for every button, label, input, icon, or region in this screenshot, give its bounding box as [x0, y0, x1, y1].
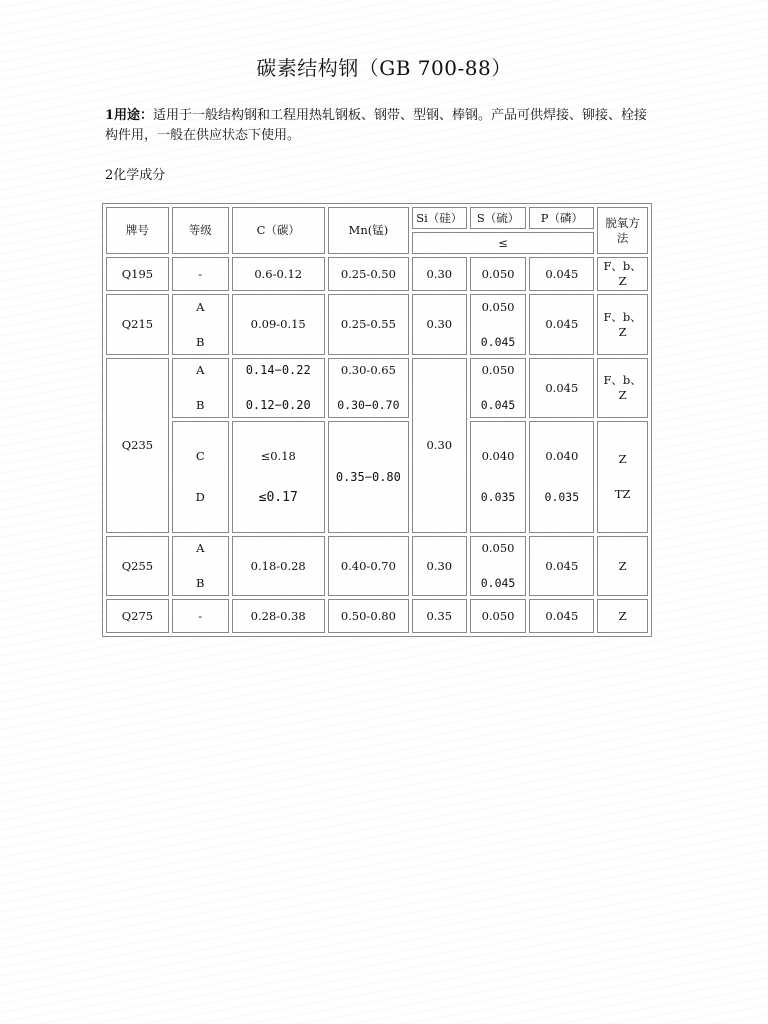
cell-carbon-d: ≤0.17 — [258, 490, 298, 505]
cell-manganese: 0.35−0.80 — [328, 421, 409, 533]
cell-sulfur-d: 0.035 — [480, 490, 516, 504]
cell-level-c: C — [195, 449, 205, 463]
section-chemical-composition: 2化学成分 — [105, 168, 166, 183]
header-max-symbol: ≤ — [412, 232, 594, 254]
header-level: 等级 — [172, 207, 229, 254]
cell-sulfur-a: 0.050 — [481, 363, 515, 377]
cell-grade: Q275 — [106, 599, 169, 633]
cell-phosphorus-c: 0.040 — [545, 449, 579, 463]
cell-manganese-a: 0.30-0.65 — [340, 363, 396, 377]
cell-level-a: A — [196, 299, 205, 314]
cell-level-group — [172, 358, 229, 418]
cell-carbon: 0.6-0.12 — [232, 257, 325, 291]
usage-paragraph — [105, 106, 650, 146]
cell-sulfur-b: 0.045 — [480, 398, 516, 412]
cell-deoxidation-d: TZ — [614, 487, 631, 501]
table-row-q275 — [106, 599, 648, 633]
header-silicon: Si（硅） — [412, 207, 467, 229]
cell-silicon: 0.30 — [412, 294, 467, 355]
cell-sulfur-group — [470, 294, 527, 355]
cell-deoxidation: F、b、Z — [597, 358, 648, 418]
cell-sulfur-c: 0.040 — [481, 449, 515, 463]
cell-carbon-c: ≤0.18 — [260, 449, 296, 463]
header-manganese: Mn(锰) — [328, 207, 409, 254]
cell-silicon: 0.30 — [412, 257, 467, 291]
cell-grade: Q215 — [106, 294, 169, 355]
cell-level-a: A — [196, 363, 205, 377]
cell-manganese: 0.50-0.80 — [328, 599, 409, 633]
cell-sulfur-b: 0.045 — [480, 576, 516, 590]
cell-phosphorus: 0.045 — [529, 358, 594, 418]
cell-level-group — [172, 421, 229, 533]
header-row — [106, 207, 648, 229]
cell-deoxidation-group — [597, 421, 648, 533]
usage-text: 适用于一般结构钢和工程用热轧钢板、钢带、型钢、棒钢。产品可供焊接、铆接、栓接构件用，一般在供应状态下使用。 — [105, 108, 648, 143]
cell-sulfur-group — [470, 358, 527, 418]
cell-phosphorus: 0.045 — [529, 599, 594, 633]
table-row-q235-cd — [106, 421, 648, 533]
cell-manganese-group — [328, 358, 409, 418]
cell-deoxidation: F、b、Z — [597, 257, 648, 291]
header-sulfur: S（硫） — [470, 207, 527, 229]
cell-manganese: 0.25-0.55 — [328, 294, 409, 355]
cell-carbon-group — [232, 421, 325, 533]
cell-deoxidation: F、b、Z — [597, 294, 648, 355]
cell-manganese: 0.25-0.50 — [328, 257, 409, 291]
cell-level-b: B — [195, 576, 205, 590]
cell-phosphorus: 0.045 — [529, 257, 594, 291]
cell-phosphorus: 0.045 — [529, 294, 594, 355]
cell-manganese: 0.40-0.70 — [328, 536, 409, 596]
cell-silicon: 0.35 — [412, 599, 467, 633]
page-title: 碳素结构钢（GB 700-88） — [256, 56, 512, 80]
cell-carbon-b: 0.12−0.20 — [245, 398, 311, 412]
cell-deoxidation: Z — [597, 536, 648, 596]
cell-level-b: B — [195, 334, 205, 349]
cell-carbon: 0.18-0.28 — [232, 536, 325, 596]
cell-level-group — [172, 294, 229, 355]
usage-lead: 1用途： — [105, 108, 154, 123]
table-row-q215 — [106, 294, 648, 355]
header-grade: 牌号 — [106, 207, 169, 254]
header-carbon: C（碳） — [232, 207, 325, 254]
cell-grade: Q235 — [106, 358, 169, 533]
cell-deoxidation: Z — [597, 599, 648, 633]
cell-sulfur-b: 0.045 — [480, 334, 516, 349]
cell-level: - — [172, 599, 229, 633]
cell-phosphorus-d: 0.035 — [544, 490, 580, 504]
cell-sulfur-group — [470, 421, 527, 533]
cell-phosphorus: 0.045 — [529, 536, 594, 596]
cell-silicon: 0.30 — [412, 358, 467, 533]
cell-sulfur: 0.050 — [470, 599, 527, 633]
table-row-q195 — [106, 257, 648, 291]
cell-deoxidation-c: Z — [618, 452, 627, 466]
cell-level-group — [172, 536, 229, 596]
cell-sulfur-a: 0.050 — [481, 541, 515, 555]
cell-carbon-a: 0.14−0.22 — [245, 363, 311, 377]
header-deoxidation: 脱氧方法 — [597, 207, 648, 254]
cell-sulfur-a: 0.050 — [481, 299, 515, 314]
cell-level: - — [172, 257, 229, 291]
header-phosphorus: P（磷） — [529, 207, 594, 229]
cell-grade: Q255 — [106, 536, 169, 596]
cell-level-d: D — [195, 490, 205, 504]
cell-silicon: 0.30 — [412, 536, 467, 596]
cell-phosphorus-group — [529, 421, 594, 533]
chemical-composition-table — [102, 203, 652, 637]
cell-sulfur-group — [470, 536, 527, 596]
cell-carbon-group — [232, 358, 325, 418]
cell-carbon: 0.09-0.15 — [232, 294, 325, 355]
cell-level-a: A — [196, 541, 205, 555]
table-row-q235-ab — [106, 358, 648, 418]
cell-manganese-b: 0.30−0.70 — [337, 398, 400, 412]
cell-sulfur: 0.050 — [470, 257, 527, 291]
table-row-q255 — [106, 536, 648, 596]
cell-level-b: B — [195, 398, 205, 412]
cell-grade: Q195 — [106, 257, 169, 291]
cell-carbon: 0.28-0.38 — [232, 599, 325, 633]
